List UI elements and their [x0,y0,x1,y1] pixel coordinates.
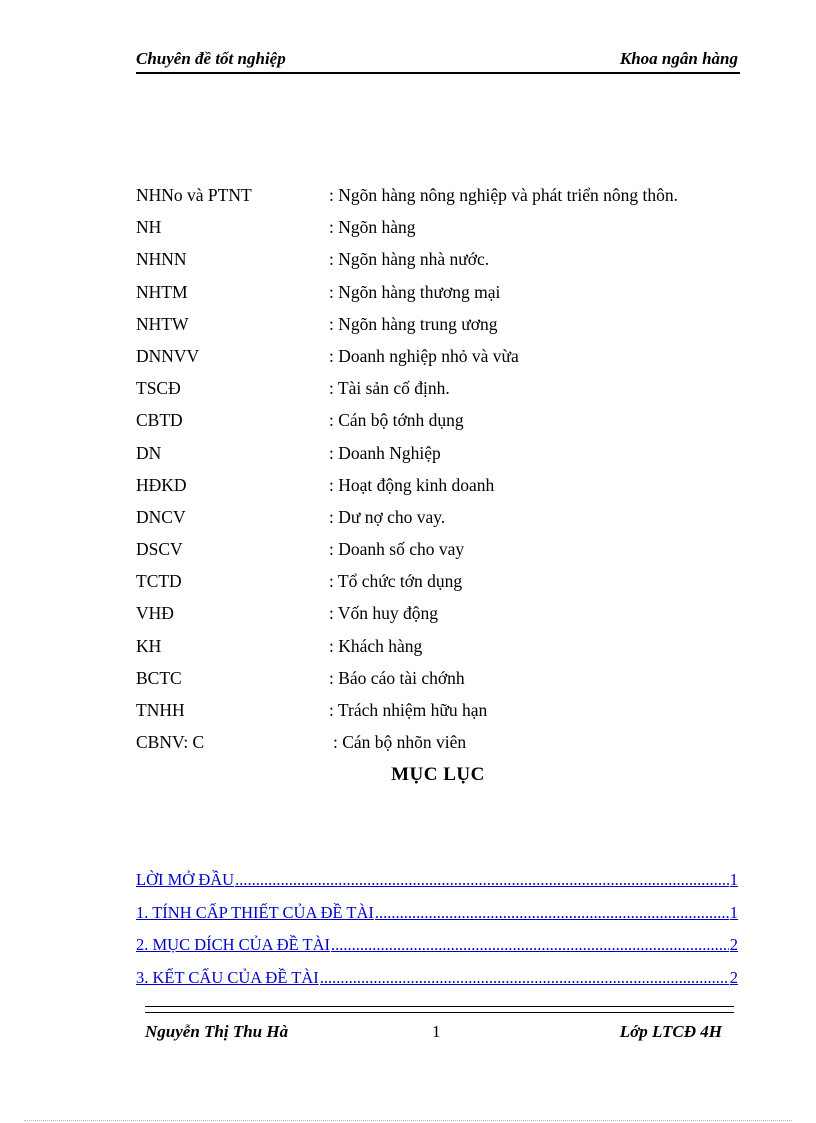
toc-title: MỤC LỤC [391,764,485,785]
abbreviation-list [136,183,756,762]
toc-dot-leader [375,903,729,923]
abbreviation-row [136,569,756,601]
abbreviation-desc: : Doanh Nghiệp [329,442,441,463]
header-left-title: Chuyên đề tốt nghiệp [136,49,286,68]
abbreviation-desc: : Dư nợ cho vay. [329,506,446,527]
abbreviation-desc: : Báo cáo tài chớnh [329,667,465,688]
toc-entry-page: 1 [729,870,738,889]
abbreviation-code: DN [136,442,162,463]
abbreviation-row [136,666,756,698]
toc-link-urgency[interactable] [136,903,738,936]
abbreviation-desc: : Ngõn hàng thương mại [329,281,501,302]
footer-author: Nguyễn Thị Thu Hà [145,1022,289,1041]
abbreviation-row [136,344,756,376]
toc-entry-title: 2. MỤC DÍCH CỦA ĐỀ TÀI [136,935,331,954]
abbreviation-code: KH [136,635,162,656]
abbreviation-code: TSCĐ [136,378,181,399]
toc-entry-title: 1. TÍNH CẤP THIẾT CỦA ĐỀ TÀI [136,902,374,922]
toc-entry-title: 3. KẾT CẤU CỦA ĐỀ TÀI [136,967,319,987]
toc-link-structure[interactable] [136,968,738,1001]
abbreviation-row [136,473,756,505]
abbreviation-code: TCTD [136,571,182,592]
abbreviation-row [136,537,756,569]
toc-entry-title: LỜI MỞ ĐẦU [136,870,235,889]
abbreviation-row [136,698,756,730]
abbreviation-code: NHNN [136,249,187,270]
abbreviation-code: CBTD [136,410,183,431]
toc-link-purpose[interactable] [136,935,738,968]
abbreviation-desc: : Doanh nghiệp nhỏ và vừa [329,345,519,366]
abbreviation-row [136,247,756,279]
abbreviation-row [136,376,756,408]
toc-dot-leader [235,870,729,890]
footer-divider [145,1006,734,1013]
abbreviation-desc: : Ngõn hàng trung ương [329,313,498,334]
abbreviation-desc: : Hoạt động kinh doanh [329,474,495,495]
abbreviation-desc: : Ngõn hàng [329,217,416,238]
abbreviation-row [136,730,756,762]
toc-entry-page: 1 [729,902,738,922]
abbreviation-code: NHTM [136,281,188,302]
abbreviation-desc: : Doanh số cho vay [329,539,465,560]
abbreviation-row [136,441,756,473]
page-edge-divider [24,1120,792,1121]
abbreviation-desc: : Ngõn hàng nông nghiệp và phát triển nông thôn. [329,185,678,205]
header-right-title: Khoa ngân hàng [619,49,738,68]
page-footer [145,1022,722,1046]
abbreviation-desc: : Ngõn hàng nhà nước. [329,249,490,270]
abbreviation-row [136,183,756,215]
page-header [136,48,740,74]
toc-dot-leader [331,935,729,955]
abbreviation-code: BCTC [136,667,182,688]
abbreviation-code: CBNV: C [136,732,205,753]
abbreviation-row [136,505,756,537]
abbreviation-desc: : Vốn huy động [329,603,439,624]
abbreviation-code: VHĐ [136,603,174,624]
abbreviation-row [136,408,756,440]
abbreviation-code: NHNo và PTNT [136,185,252,205]
page-number: 1 [432,1022,441,1041]
footer-class: Lớp LTCĐ 4H [619,1022,722,1041]
table-of-contents [136,870,738,1000]
abbreviation-row [136,601,756,633]
abbreviation-code: DNCV [136,506,186,527]
toc-entry-page: 2 [729,935,738,954]
abbreviation-code: NH [136,217,162,238]
abbreviation-row [136,280,756,312]
abbreviation-desc: : Tổ chức tớn dụng [329,571,463,592]
abbreviation-desc: : Cán bộ tớnh dụng [329,410,464,431]
abbreviation-row [136,312,756,344]
abbreviation-desc: : Khách hàng [329,635,423,656]
abbreviation-row [136,215,756,247]
abbreviation-row [136,634,756,666]
abbreviation-desc: : Cán bộ nhõn viên [333,732,467,753]
toc-entry-page: 2 [729,967,738,987]
abbreviation-code: DNNVV [136,345,200,366]
abbreviation-code: TNHH [136,700,185,720]
toc-dot-leader [320,968,729,988]
abbreviation-desc: : Tài sản cố định. [329,378,450,399]
abbreviation-code: DSCV [136,539,183,560]
abbreviation-code: HĐKD [136,474,187,495]
abbreviation-desc: : Trách nhiệm hữu hạn [329,700,488,720]
toc-link-introduction[interactable] [136,870,738,903]
abbreviation-code: NHTW [136,313,189,334]
